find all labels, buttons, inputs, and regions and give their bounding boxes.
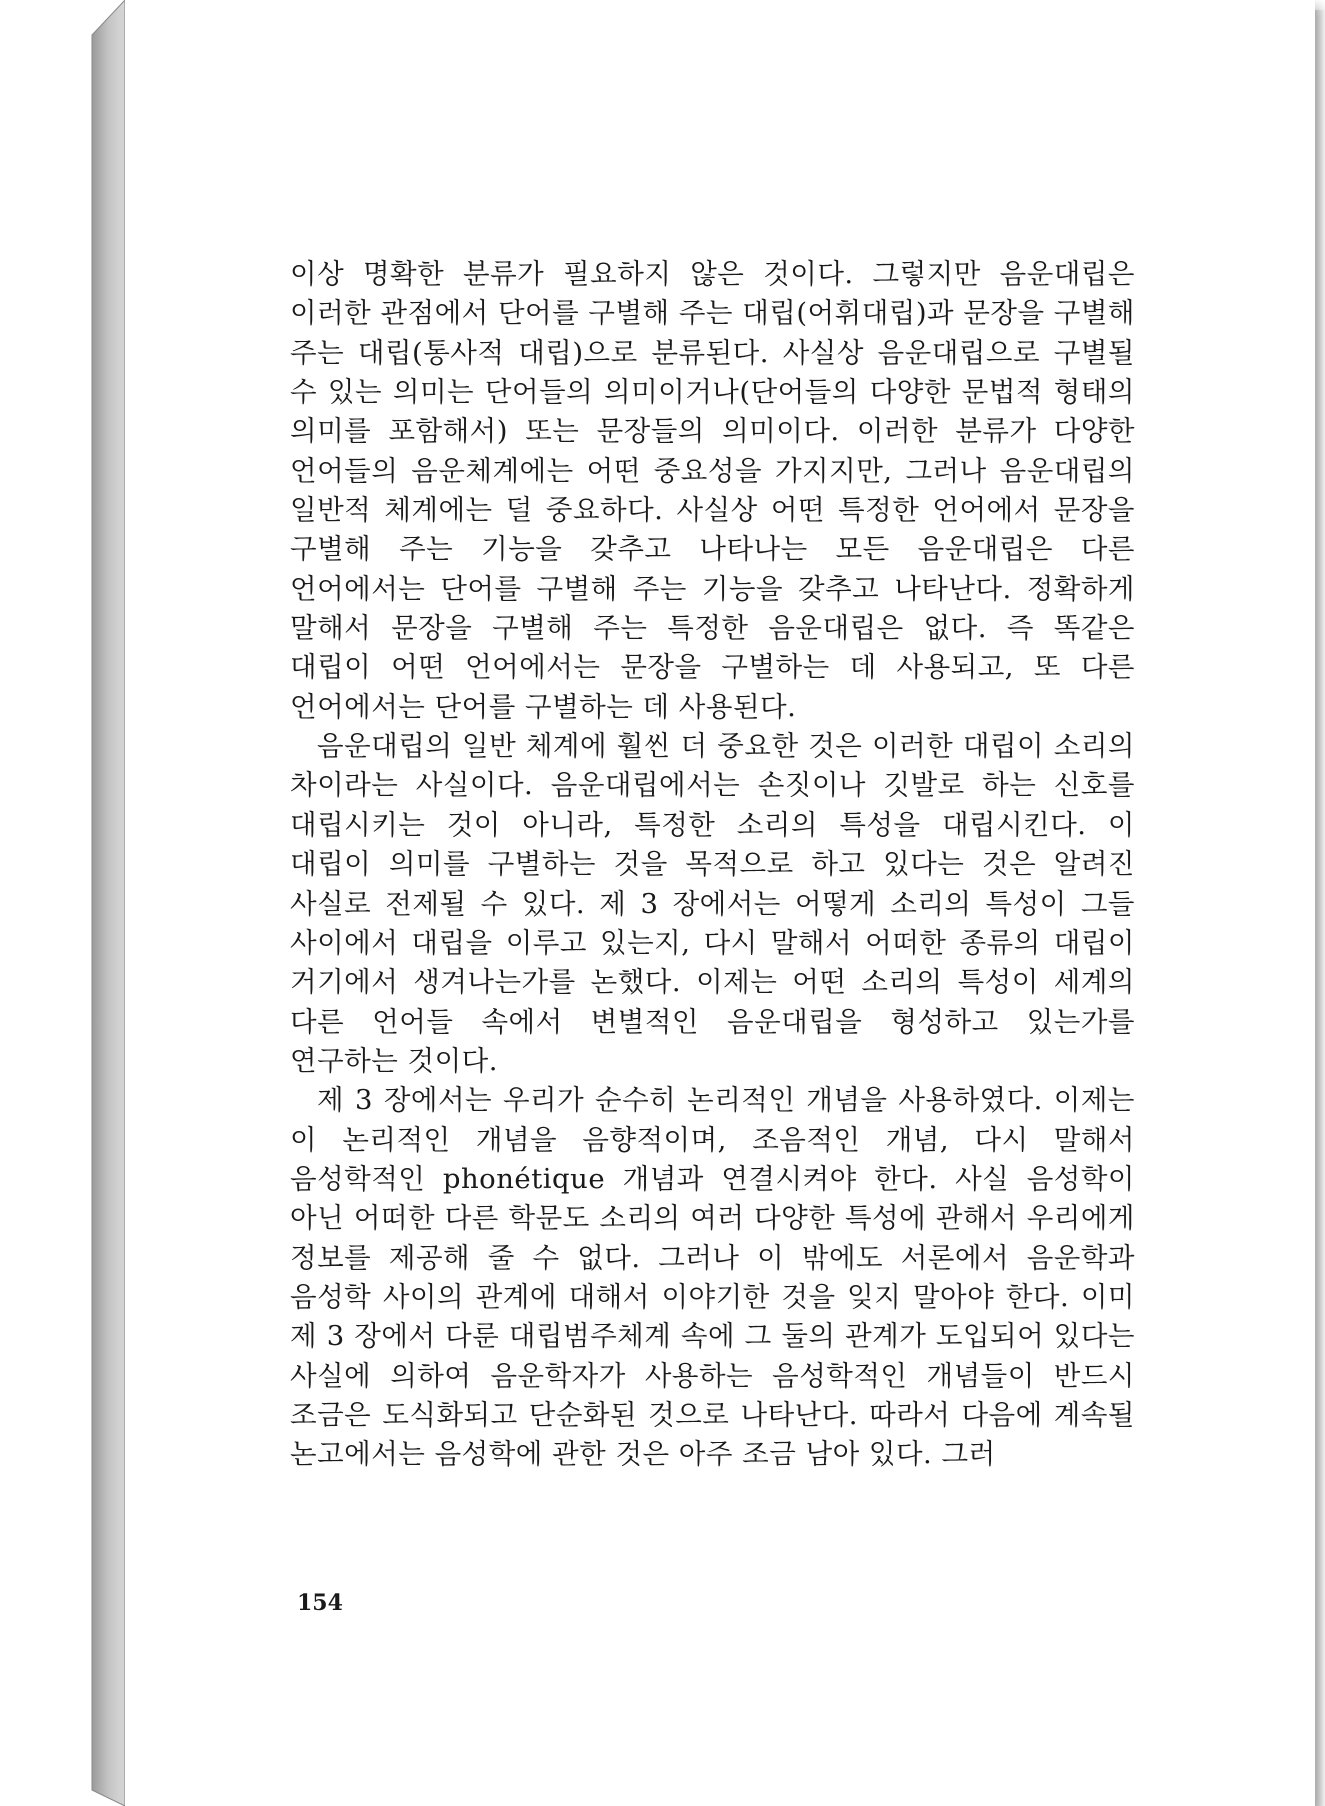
body-text	[290, 255, 1135, 1475]
page-number: 154	[297, 1590, 343, 1616]
paragraph: 이상 명확한 분류가 필요하지 않은 것이다. 그렇지만 음운대립은 이러한 관점에서 단어를 구별해 주는 대립(어휘대립)과 문장을 구별해 주는 대립(통사적 대립)으로 분류된다. 사실상 음운대립으로 구별될 수 있는 의미는 단어들의 의미이거나(단어들의 다양한 문법적 형태의 의미를 포함해서) 또는 문장들의 의미이다. 이러한 분류가 다양한 언어들의 음운체계에는 어떤 중요성을 가지지만, 그러나 음운대립의 일반적 체계에는 덜 중요하다. 사실상 어떤 특정한 언어에서 문장을 구별해 주는 기능을 갖추고 나타나는 모든 음운대립은 다른 언어에서는 단어를 구별해 주는 기능을 갖추고 나타난다. 정확하게 말해서 문장을 구별해 주는 특정한 음운대립은 없다. 즉 똑같은 대립이 어떤 언어에서는 문장을 구별하는 데 사용되고, 또 다른 언어에서는 단어를 구별하는 데 사용된다.	[290, 258, 1135, 723]
paragraph: 음운대립의 일반 체계에 훨씬 더 중요한 것은 이러한 대립이 소리의 차이라는 사실이다. 음운대립에서는 손짓이나 깃발로 하는 신호를 대립시키는 것이 아니라, 특정한 소리의 특성을 대립시킨다. 이 대립이 의미를 구별하는 것을 목적으로 하고 있다는 것은 알려진 사실로 전제될 수 있다. 제 3 장에서는 어떻게 소리의 특성이 그들 사이에서 대립을 이루고 있는지, 다시 말해서 어떠한 종류의 대립이 거기에서 생겨나는가를 논했다. 이제는 어떤 소리의 특성이 세계의 다른 언어들 속에서 변별적인 음운대립을 형성하고 있는가를 연구하는 것이다.	[290, 730, 1135, 1077]
paragraph: 제 3 장에서는 우리가 순수히 논리적인 개념을 사용하였다. 이제는 이 논리적인 개념을 음향적이며, 조음적인 개념, 다시 말해서 음성학적인 phonétique 개념과 연결시켜야 한다. 사실 음성학이 아닌 어떠한 다른 학문도 소리의 여러 다양한 특성에 관해서 우리에게 정보를 제공해 줄 수 없다. 그러나 이 밖에도 서론에서 음운학과 음성학 사이의 관계에 대해서 이야기한 것을 잊지 말아야 한다. 이미 제 3 장에서 다룬 대립범주체계 속에 그 둘의 관계가 도입되어 있다는 사실에 의하여 음운학자가 사용하는 음성학적인 개념들이 반드시 조금은 도식화되고 단순화된 것으로 나타난다. 따라서 다음에 계속될 논고에서는 음성학에 관한 것은 아주 조금 남아 있다. 그러	[290, 1084, 1135, 1471]
